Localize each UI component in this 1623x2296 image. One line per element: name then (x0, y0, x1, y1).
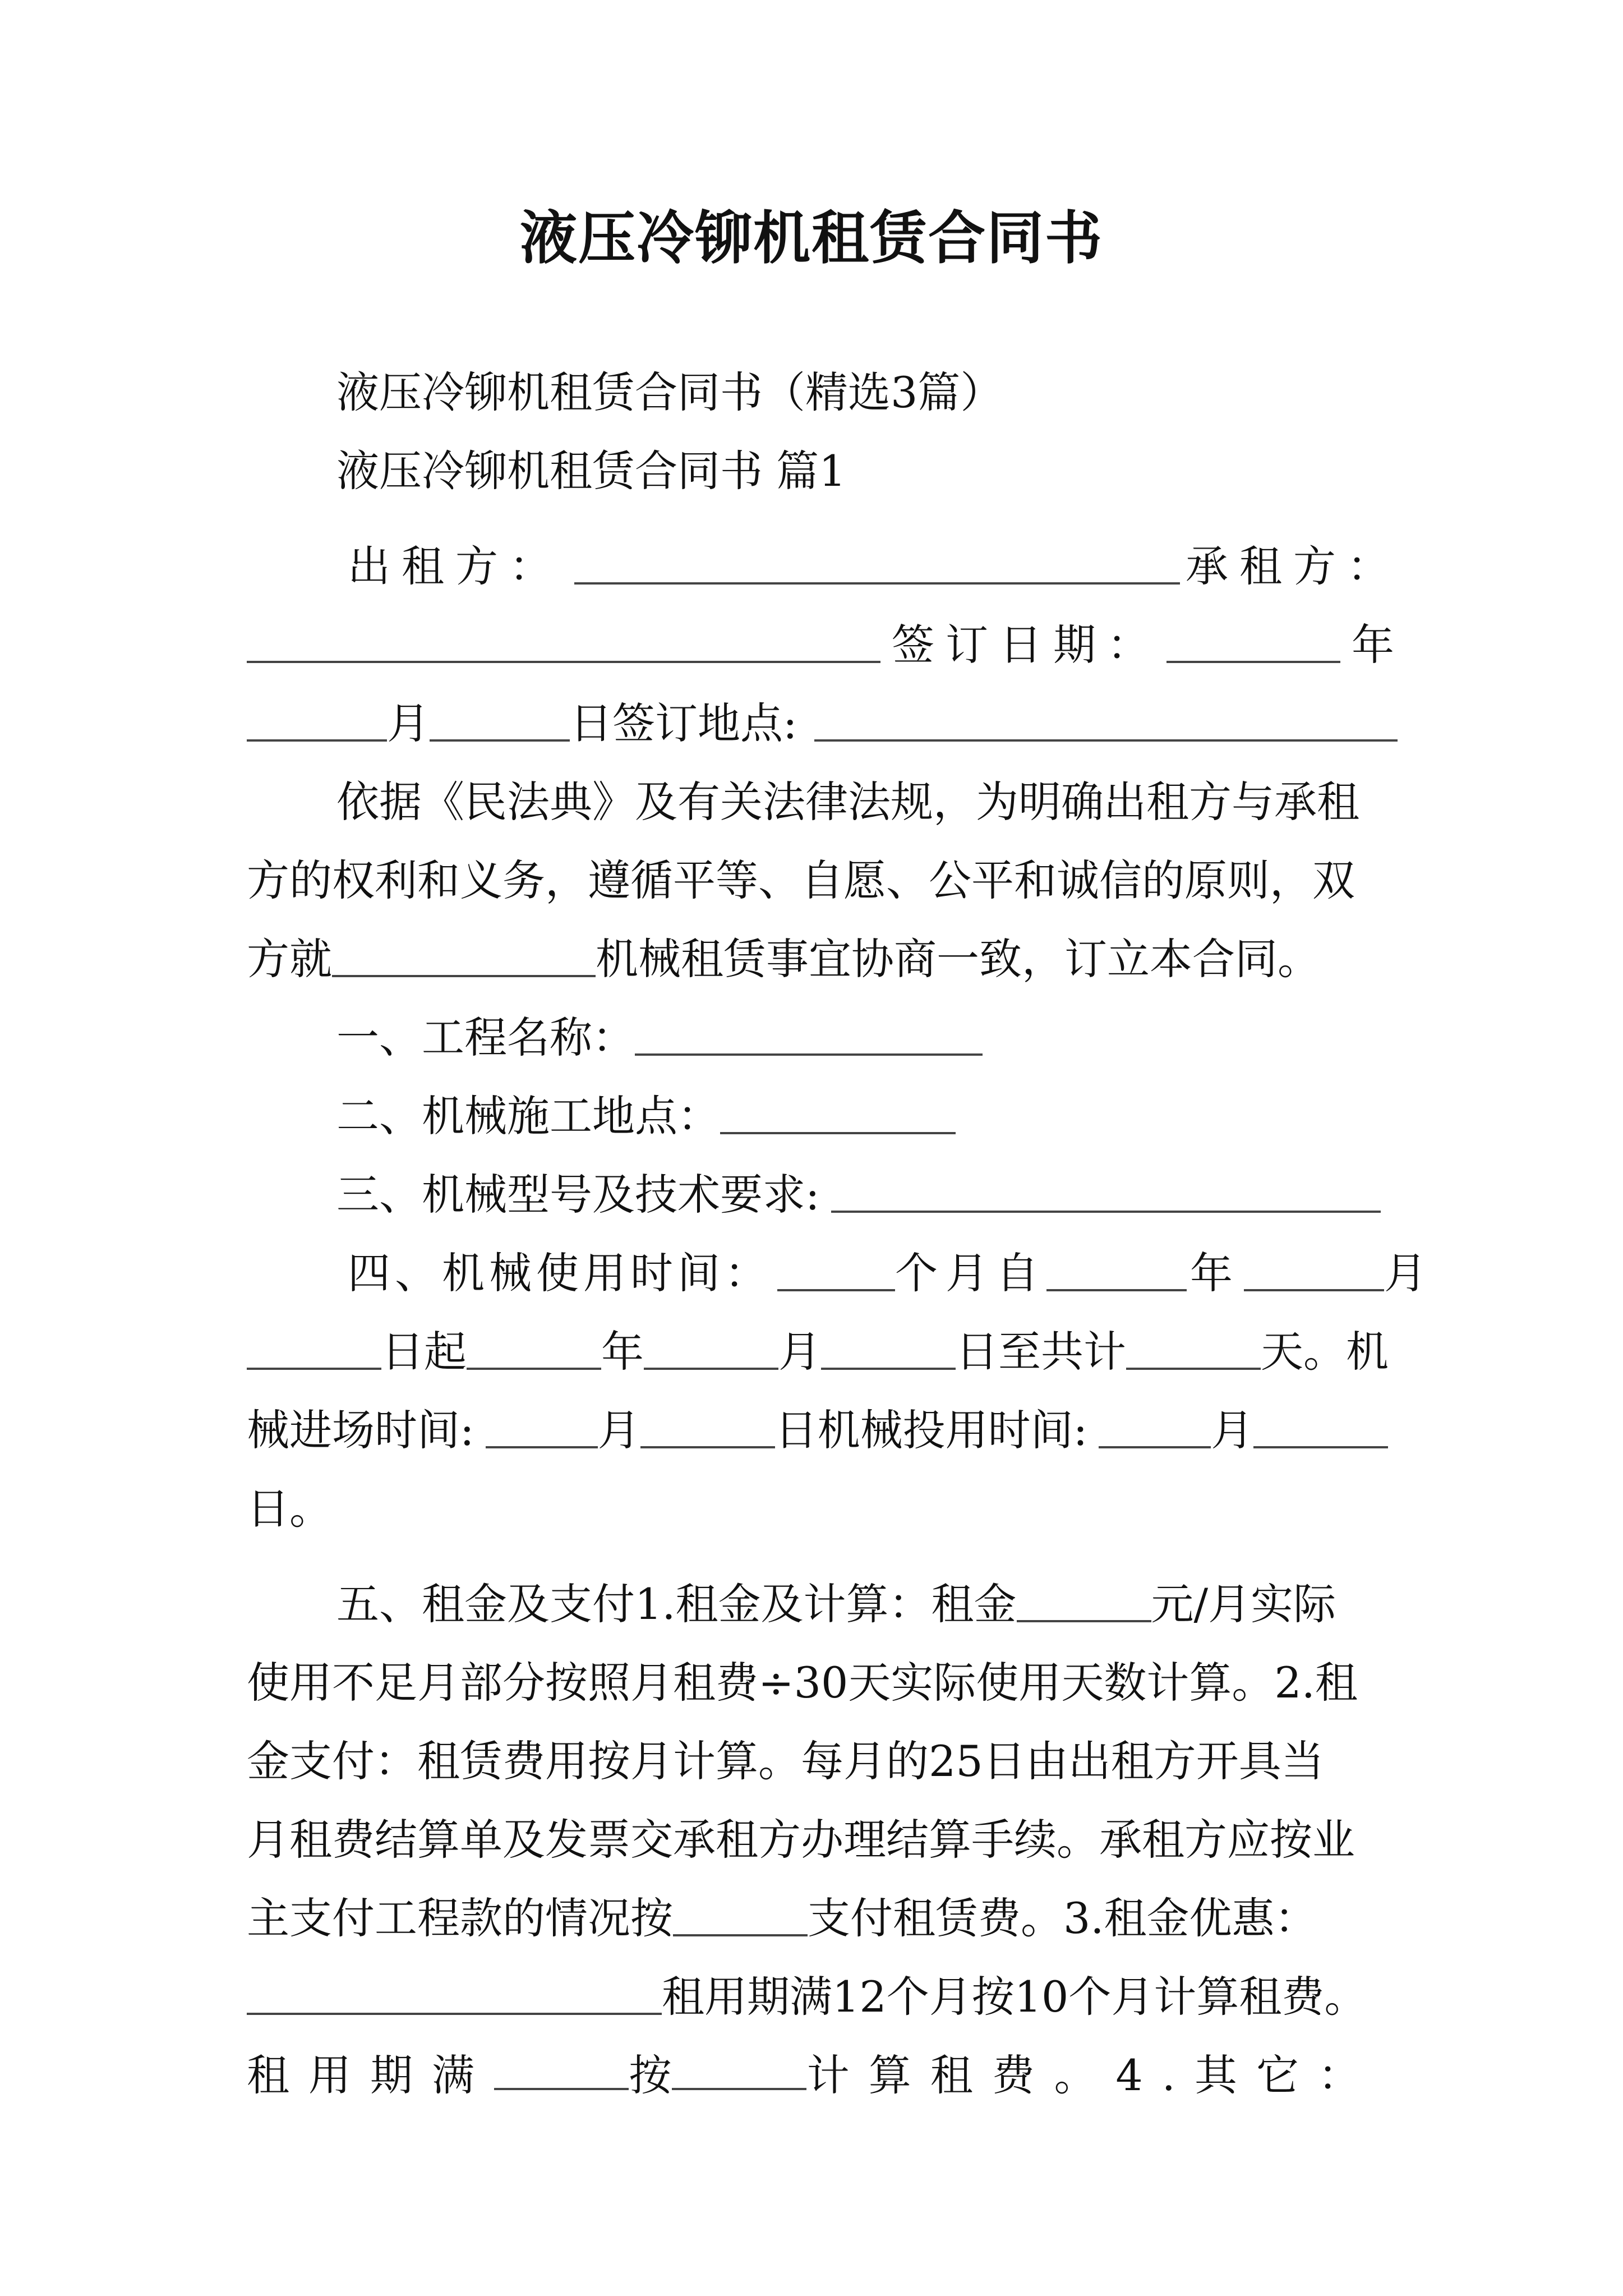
intro-line (336, 353, 1380, 432)
sign-day-blank[interactable] (430, 705, 570, 742)
sign-date-label: 签订日期： (892, 620, 1161, 670)
entry-month-label: 月 (597, 1405, 640, 1455)
clause-5-text-7a: 租用期满 (247, 2050, 494, 2100)
end-day-blank[interactable] (821, 1333, 956, 1370)
machine-type-blank[interactable] (332, 940, 596, 977)
machine-model-blank[interactable] (831, 1176, 1381, 1213)
sign-place-line (247, 684, 1380, 763)
sign-place-blank[interactable] (814, 705, 1398, 742)
clause-1-label: 一、工程名称： (336, 1013, 635, 1062)
days-machine-label: 天。机 (1261, 1327, 1389, 1377)
day-start-label: 日起 (381, 1327, 467, 1377)
preamble-suffix-3: 机械租赁事宜协商一致，订立本合同。 (596, 934, 1320, 984)
sign-place-label: 日签订地点: (570, 698, 797, 748)
entry-day-blank[interactable] (640, 1411, 775, 1448)
clause-5-suffix-6: 租用期满12个月按10个月计算租费。 (662, 1972, 1367, 2022)
clause-5-prefix-1: 五、租金及支付1.租金及计算：租金 (336, 1579, 1017, 1629)
use-month-label: 月 (1211, 1405, 1254, 1455)
clause-5-text-3: 金支付：租赁费用按月计算。每月的25日由出租方开具当 (247, 1736, 1324, 1786)
preamble-text-1: 依据《民法典》及有关法律法规，为明确出租方与承租 (336, 777, 1359, 827)
lessor-label: 出租方： (348, 541, 563, 591)
preamble-line-1 (336, 763, 1380, 841)
clause-3-line (336, 1156, 1380, 1234)
clause-2-label: 二、机械施工地点： (336, 1091, 720, 1141)
clause-5-text-7c: 计算租费 (806, 2050, 1054, 2100)
section-heading-text: 液压冷铆机租赁合同书 篇1 (336, 446, 846, 496)
billing-term-blank[interactable] (672, 2053, 806, 2090)
clause-4-line-1 (247, 1234, 1427, 1313)
clause-5-line-5 (247, 1879, 1380, 1958)
clause-5-text-2: 使用不足月部分按照月租费÷30天实际使用天数计算。2.租 (247, 1658, 1358, 1708)
preamble-line-2 (247, 841, 1380, 920)
lessee-label: 承租方： (1186, 541, 1401, 591)
end-month-blank[interactable] (644, 1333, 778, 1370)
start-year-blank[interactable] (1046, 1254, 1187, 1291)
preamble-prefix-3: 方就 (247, 934, 332, 984)
clause-4-line-3 (247, 1391, 1380, 1470)
usage-months-blank[interactable] (777, 1254, 895, 1291)
clause-5-suffix-5: 支付租赁费。3.租金优惠： (808, 1893, 1317, 1943)
end-year-label: 年 (601, 1327, 644, 1377)
clause-5-text-4: 月租费结算单及发票交承租方办理结算手续。承租方应按业 (247, 1815, 1355, 1865)
clause-5-suffix-1: 元/月实际 (1151, 1579, 1336, 1629)
day-machine-use-label: 日机械投用时间: (774, 1405, 1088, 1455)
day-until-total-label: 日至共计 (956, 1327, 1126, 1377)
machine-entry-label: 械进场时间: (247, 1405, 474, 1455)
total-days-blank[interactable] (1126, 1333, 1261, 1370)
clause-3-label: 三、机械型号及技术要求: (336, 1170, 820, 1220)
day-end-label: 日。 (247, 1484, 332, 1534)
monthly-rent-blank[interactable] (1017, 1585, 1151, 1622)
clause-5-line-3 (247, 1722, 1380, 1801)
use-day-blank[interactable] (1253, 1411, 1388, 1448)
start-year-label: 年 (1190, 1248, 1233, 1298)
sign-month-label: 月 (387, 698, 430, 748)
clause-5-line-6 (247, 1958, 1380, 2036)
end-year-blank[interactable] (467, 1333, 601, 1370)
payment-method-blank[interactable] (673, 1899, 808, 1936)
lease-term-blank[interactable] (494, 2053, 629, 2090)
project-name-blank[interactable] (635, 1019, 983, 1056)
sign-year-blank[interactable] (1166, 626, 1340, 663)
clause-5-line-4 (247, 1801, 1380, 1879)
clause-5-line-7 (247, 2036, 1380, 2115)
clause-5-text-7d: 。4.其它： (1054, 2050, 1380, 2100)
lessor-blank[interactable] (574, 547, 1180, 585)
clause-5-text-7b: 按 (629, 2050, 672, 2100)
rent-discount-blank[interactable] (247, 1978, 662, 2015)
clause-2-line (336, 1077, 1380, 1156)
preamble-text-2: 方的权利和义务，遵循平等、自愿、公平和诚信的原则，双 (247, 855, 1355, 905)
clause-4-line-2 (247, 1313, 1389, 1391)
lessee-blank[interactable] (247, 626, 880, 663)
end-month-label: 月 (778, 1327, 821, 1377)
clause-1-line (336, 999, 1380, 1077)
sign-date-line (247, 606, 1394, 684)
start-month-blank[interactable] (1244, 1254, 1384, 1291)
clause-5-line-1 (336, 1565, 1380, 1644)
intro-text: 液压冷铆机租赁合同书（精选3篇） (336, 367, 1003, 417)
sign-month-blank[interactable] (247, 705, 387, 742)
section-heading (336, 432, 1380, 510)
clause-4-line-4 (247, 1470, 1380, 1548)
entry-month-blank[interactable] (486, 1411, 598, 1448)
construction-site-blank[interactable] (720, 1097, 956, 1134)
clause-5-prefix-5: 主支付工程款的情况按 (247, 1893, 673, 1943)
clause-4-label: 四、机械使用时间： (348, 1248, 772, 1298)
use-month-blank[interactable] (1099, 1411, 1211, 1448)
start-month-label: 月 (1384, 1248, 1427, 1298)
months-from-label: 个月自 (895, 1248, 1046, 1298)
sign-year-label: 年 (1352, 620, 1394, 670)
start-day-blank[interactable] (247, 1333, 381, 1370)
clause-5-line-2 (247, 1644, 1380, 1722)
preamble-line-3 (247, 920, 1380, 999)
document-title: 液压冷铆机租赁合同书 (520, 205, 1103, 272)
lessor-line (247, 527, 1401, 606)
